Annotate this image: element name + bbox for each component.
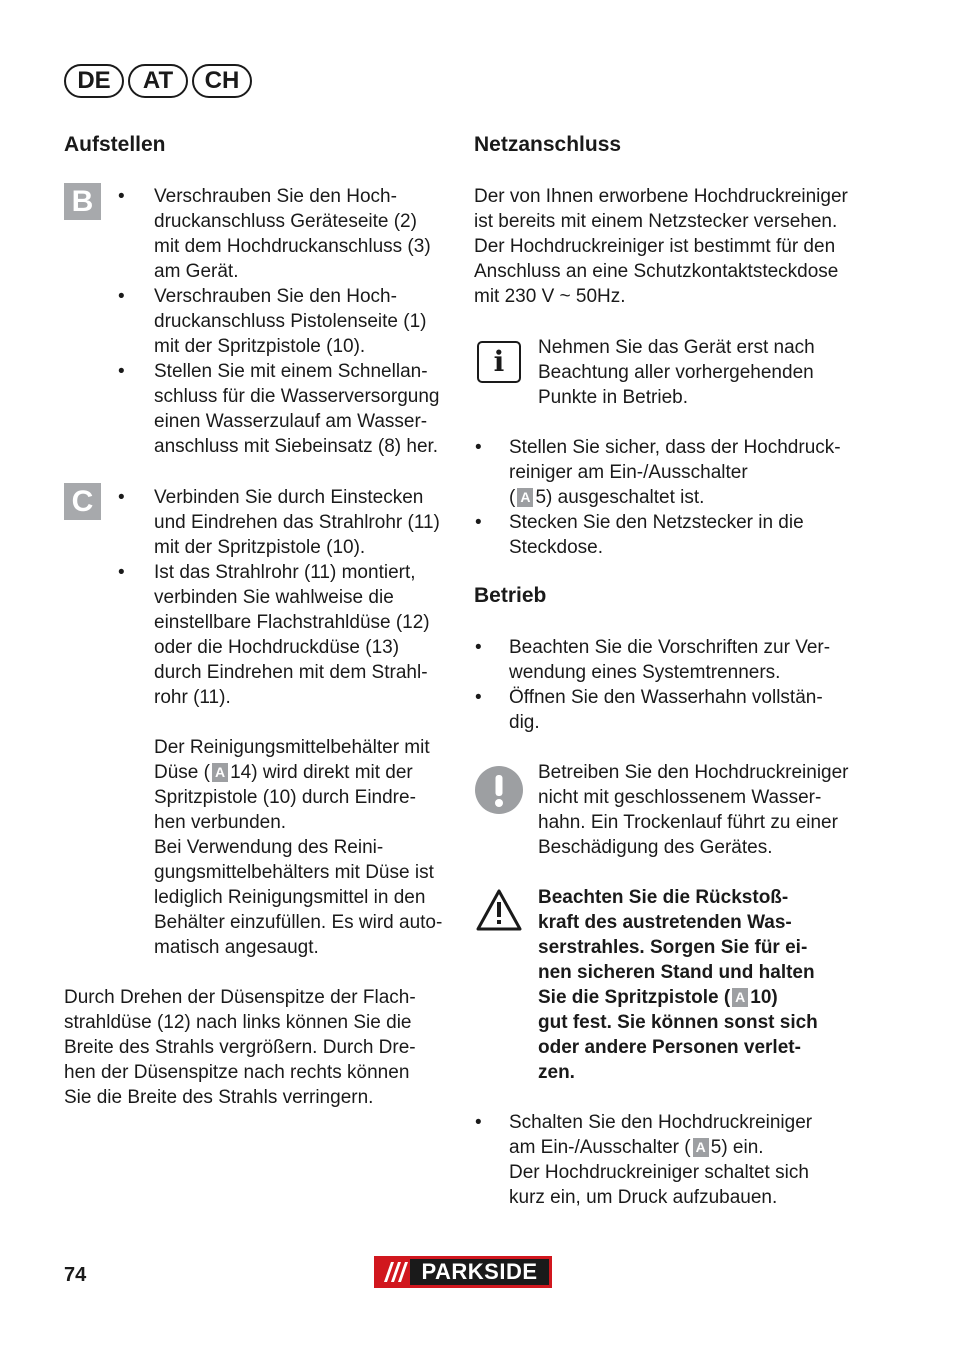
page-number: 74 (64, 1264, 87, 1286)
brand-name: PARKSIDE (410, 1259, 549, 1285)
lang-badge-de: DE (64, 64, 124, 98)
warning-note: Beachten Sie die Rückstoß- kraft des austretenden Was- serstrahles. Sorgen Sie für ei- nen sicheren Stand und halten Sie die Spritzpistole ( A 10) gut fest. Sie können sonst sich oder andere Personen verlet- zen. (538, 887, 818, 1083)
betrieb-final-list (509, 1110, 869, 1210)
section-c-list (154, 485, 454, 710)
section-c-detergent-note: Der Reinigungsmittelbehälter mit Düse ( A 14) wird direkt mit der Spritzpistole (10) durch Eindre- hen verbunden. Bei Verwendung des Reini- gungsmittelbehälters mit Düse ist lediglich Reinigungsmittel in den Behälter einzufüllen. Es wird auto- matisch angesaugt. (154, 737, 443, 958)
warning-triangle-icon (475, 888, 523, 932)
lang-badge-ch: CH (192, 64, 252, 98)
list-item: • Verschrauben Sie den Hoch- druckanschluss Geräteseite (2) mit dem Hochdruckanschluss (3) am Gerät. (154, 184, 454, 284)
betrieb-list (509, 635, 869, 735)
list-item: • Stellen Sie sicher, dass der Hochdruck- reiniger am Ein-/Ausschalter ( A 5) ausgeschaltet ist. (509, 435, 869, 510)
netzanschluss-list (509, 435, 869, 560)
info-note: Nehmen Sie das Gerät erst nach Beachtung aller vorhergehenden Punkte in Betrieb. (538, 337, 815, 408)
logo-slashes-icon (378, 1256, 410, 1288)
list-item: • Stellen Sie mit einem Schnellan- schluss für die Wasserversorgung einen Wasserzulauf am Wasser- anschluss mit Siebeinsatz (8) her. (154, 359, 454, 459)
parkside-logo (374, 1256, 552, 1288)
caution-icon (475, 766, 523, 814)
list-item: • Stecken Sie den Netzstecker in die Steckdose. (509, 510, 869, 560)
list-item: • Ist das Strahlrohr (11) montiert, verbinden Sie wahlweise die einstellbare Flachstrahldüse (12) oder die Hochdruckdüse (13) durch Eindrehen mit dem Strahl- rohr (11). (154, 560, 454, 710)
list-item: • Beachten Sie die Vorschriften zur Ver- wendung eines Systemtrenners. (509, 635, 869, 685)
list-item: • Verbinden Sie durch Einstecken und Eindrehen das Strahlrohr (11) mit der Spritzpistole (10). (154, 485, 454, 560)
section-b-list (154, 184, 454, 459)
list-item: • Verschrauben Sie den Hoch- druckanschluss Pistolenseite (1) mit der Spritzpistole (10). (154, 284, 454, 359)
heading-aufstellen: Aufstellen (64, 133, 166, 156)
heading-betrieb: Betrieb (474, 584, 547, 607)
info-icon: i (477, 341, 521, 383)
list-item: • Schalten Sie den Hochdruckreiniger am Ein-/Ausschalter ( A 5) ein. Der Hochdruckreiniger schaltet sich kurz ein, um Druck aufzubauen. (509, 1110, 869, 1210)
heading-netzanschluss: Netzanschluss (474, 133, 622, 156)
figure-ref-badge: A (212, 763, 228, 782)
section-c-badge: C (64, 483, 101, 520)
figure-ref-badge: A (517, 488, 533, 507)
closing-paragraph: Durch Drehen der Düsenspitze der Flach- strahldüse (12) nach links können Sie die Breite des Strahls vergrößern. Durch Dre- hen der Düsenspitze nach rechts können Sie die Breite des Strahls verringern. (64, 987, 416, 1108)
section-b-badge: B (64, 183, 101, 220)
figure-ref-badge: A (693, 1138, 709, 1157)
figure-ref-badge: A (732, 988, 748, 1007)
netzanschluss-intro: Der von Ihnen erworbene Hochdruckreiniger ist bereits mit einem Netzstecker versehen. Der Hochdruckreiniger ist bestimmt für den Anschluss an eine Schutzkontaktsteckdose mit 230 V ~ 50Hz. (474, 186, 848, 307)
lang-badge-at: AT (128, 64, 188, 98)
caution-note: Betreiben Sie den Hochdruckreiniger nicht mit geschlossenem Wasser- hahn. Ein Trockenlauf führt zu einer Beschädigung des Gerätes. (538, 762, 849, 858)
list-item: • Öffnen Sie den Wasserhahn vollstän- dig. (509, 685, 869, 735)
